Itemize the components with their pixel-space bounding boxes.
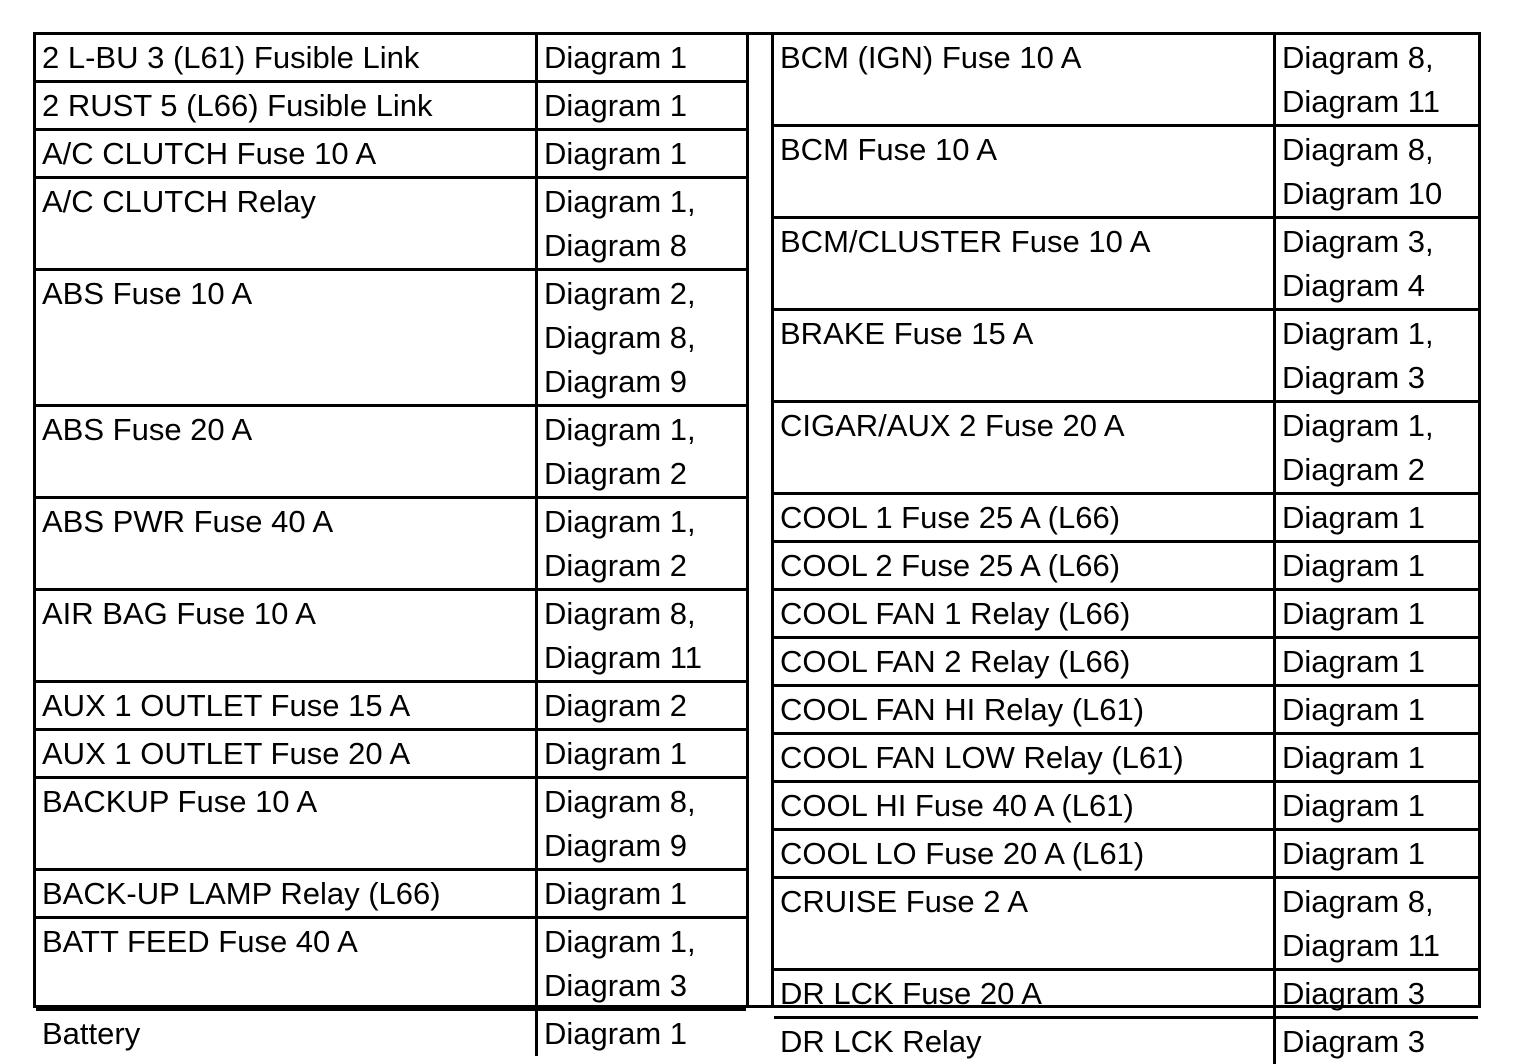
diagram-reference: Diagram 8, — [1282, 884, 1434, 919]
table-row — [774, 735, 1478, 783]
diagram-references — [1276, 879, 1478, 968]
diagram-references — [538, 83, 746, 128]
table-row — [774, 495, 1478, 543]
diagram-reference: Diagram 8, — [1282, 132, 1434, 167]
diagram-reference: Diagram 2 — [544, 688, 687, 723]
table-row — [774, 591, 1478, 639]
component-name: COOL FAN LOW Relay (L61) — [774, 735, 1276, 780]
component-name: BACK-UP LAMP Relay (L66) — [36, 871, 538, 916]
diagram-references — [1276, 219, 1478, 308]
table-row — [774, 1019, 1478, 1064]
component-name: AUX 1 OUTLET Fuse 15 A — [36, 683, 538, 728]
diagram-reference: Diagram 1, — [544, 504, 696, 539]
table-row — [36, 131, 746, 179]
diagram-reference: Diagram 10 — [1282, 176, 1443, 211]
diagram-references — [1276, 127, 1478, 216]
diagram-reference: Diagram 11 — [1282, 84, 1440, 119]
diagram-reference: Diagram 1 — [1282, 548, 1425, 583]
diagram-reference: Diagram 1 — [544, 136, 687, 171]
diagram-reference: Diagram 1 — [544, 1016, 687, 1051]
component-name: BATT FEED Fuse 40 A — [36, 919, 538, 1008]
diagram-references — [1276, 543, 1478, 588]
diagram-reference: Diagram 3 — [1282, 360, 1425, 395]
diagram-reference: Diagram 1 — [1282, 836, 1425, 871]
component-name: COOL LO Fuse 20 A (L61) — [774, 831, 1276, 876]
diagram-reference: Diagram 1 — [1282, 788, 1425, 823]
component-name: DR LCK Fuse 20 A — [774, 971, 1276, 1016]
diagram-references — [538, 731, 746, 776]
diagram-reference: Diagram 1 — [544, 88, 687, 123]
left-column-table — [36, 35, 749, 1051]
diagram-reference: Diagram 3, — [1282, 224, 1434, 259]
component-name: AIR BAG Fuse 10 A — [36, 591, 538, 680]
table-row — [774, 879, 1478, 971]
diagram-reference: Diagram 1, — [544, 184, 696, 219]
diagram-references — [1276, 639, 1478, 684]
diagram-references — [538, 1011, 746, 1056]
diagram-reference: Diagram 8, — [544, 596, 696, 631]
diagram-reference: Diagram 9 — [544, 364, 687, 399]
diagram-references — [538, 407, 746, 496]
component-name: BCM (IGN) Fuse 10 A — [774, 35, 1276, 124]
diagram-references — [1276, 783, 1478, 828]
diagram-references — [538, 779, 746, 868]
table-row — [774, 543, 1478, 591]
component-name: A/C CLUTCH Fuse 10 A — [36, 131, 538, 176]
diagram-reference: Diagram 3 — [1282, 976, 1425, 1011]
component-name: ABS Fuse 10 A — [36, 271, 538, 404]
diagram-references — [1276, 495, 1478, 540]
table-row — [774, 639, 1478, 687]
table-row — [36, 779, 746, 871]
component-name: Battery — [36, 1011, 538, 1056]
component-name: COOL FAN 1 Relay (L66) — [774, 591, 1276, 636]
table-row — [36, 499, 746, 591]
table-row — [36, 179, 746, 271]
table-row — [36, 731, 746, 779]
table-row — [774, 311, 1478, 403]
diagram-reference: Diagram 8, — [1282, 40, 1434, 75]
diagram-references — [1276, 831, 1478, 876]
component-name: 2 L-BU 3 (L61) Fusible Link — [36, 35, 538, 80]
component-index-table — [33, 32, 1481, 1059]
diagram-references — [1276, 1019, 1478, 1064]
diagram-references — [538, 271, 746, 404]
diagram-reference: Diagram 1 — [1282, 644, 1425, 679]
table-row — [774, 783, 1478, 831]
diagram-reference: Diagram 2 — [544, 548, 687, 583]
diagram-references — [538, 179, 746, 268]
component-name: BCM/CLUSTER Fuse 10 A — [774, 219, 1276, 308]
diagram-reference: Diagram 1, — [544, 924, 696, 959]
diagram-reference: Diagram 3 — [1282, 1024, 1425, 1059]
component-name: BRAKE Fuse 15 A — [774, 311, 1276, 400]
table-row — [774, 971, 1478, 1019]
component-name: BCM Fuse 10 A — [774, 127, 1276, 216]
component-name: CRUISE Fuse 2 A — [774, 879, 1276, 968]
diagram-reference: Diagram 1 — [1282, 500, 1425, 535]
diagram-reference: Diagram 1, — [1282, 316, 1434, 351]
component-name: ABS Fuse 20 A — [36, 407, 538, 496]
diagram-references — [538, 591, 746, 680]
diagram-references — [1276, 735, 1478, 780]
table-row — [36, 919, 746, 1011]
component-name: AUX 1 OUTLET Fuse 20 A — [36, 731, 538, 776]
diagram-reference: Diagram 4 — [1282, 268, 1425, 303]
table-row — [774, 219, 1478, 311]
component-name: COOL HI Fuse 40 A (L61) — [774, 783, 1276, 828]
table-row — [36, 83, 746, 131]
diagram-reference: Diagram 2 — [1282, 452, 1425, 487]
table-row — [36, 591, 746, 683]
diagram-reference: Diagram 1 — [544, 736, 687, 771]
right-column-table — [771, 35, 1478, 1059]
diagram-reference: Diagram 1 — [544, 40, 687, 75]
table-row — [36, 1011, 746, 1056]
diagram-references — [1276, 311, 1478, 400]
component-name: ABS PWR Fuse 40 A — [36, 499, 538, 588]
component-name: 2 RUST 5 (L66) Fusible Link — [36, 83, 538, 128]
table-row — [774, 35, 1478, 127]
table-row — [36, 683, 746, 731]
diagram-references — [1276, 591, 1478, 636]
table-row — [774, 403, 1478, 495]
diagram-reference: Diagram 1 — [1282, 596, 1425, 631]
table-row — [774, 127, 1478, 219]
diagram-reference: Diagram 1 — [1282, 692, 1425, 727]
diagram-reference: Diagram 8, — [544, 320, 696, 355]
diagram-references — [1276, 35, 1478, 124]
diagram-references — [1276, 971, 1478, 1016]
diagram-references — [538, 683, 746, 728]
component-name: COOL FAN HI Relay (L61) — [774, 687, 1276, 732]
diagram-reference: Diagram 11 — [1282, 928, 1440, 963]
diagram-reference: Diagram 8 — [544, 228, 687, 263]
diagram-reference: Diagram 1, — [544, 412, 696, 447]
diagram-references — [1276, 687, 1478, 732]
table-row — [36, 407, 746, 499]
component-name: DR LCK Relay — [774, 1019, 1276, 1064]
diagram-references — [538, 499, 746, 588]
component-name: COOL FAN 2 Relay (L66) — [774, 639, 1276, 684]
component-name: COOL 2 Fuse 25 A (L66) — [774, 543, 1276, 588]
diagram-reference: Diagram 11 — [544, 640, 702, 675]
diagram-reference: Diagram 2 — [544, 456, 687, 491]
diagram-references — [538, 871, 746, 916]
table-row — [36, 871, 746, 919]
table-row — [36, 271, 746, 407]
component-name: CIGAR/AUX 2 Fuse 20 A — [774, 403, 1276, 492]
diagram-references — [538, 919, 746, 1008]
diagram-reference: Diagram 2, — [544, 276, 696, 311]
component-name: BACKUP Fuse 10 A — [36, 779, 538, 868]
component-name: COOL 1 Fuse 25 A (L66) — [774, 495, 1276, 540]
table-row — [36, 35, 746, 83]
diagram-reference: Diagram 1, — [1282, 408, 1434, 443]
component-name: A/C CLUTCH Relay — [36, 179, 538, 268]
diagram-references — [538, 131, 746, 176]
table-row — [774, 687, 1478, 735]
diagram-references — [538, 35, 746, 80]
diagram-references — [1276, 403, 1478, 492]
diagram-reference: Diagram 1 — [544, 876, 687, 911]
table-row — [774, 831, 1478, 879]
diagram-reference: Diagram 3 — [544, 968, 687, 1003]
diagram-reference: Diagram 1 — [1282, 740, 1425, 775]
diagram-reference: Diagram 8, — [544, 784, 696, 819]
diagram-reference: Diagram 9 — [544, 828, 687, 863]
